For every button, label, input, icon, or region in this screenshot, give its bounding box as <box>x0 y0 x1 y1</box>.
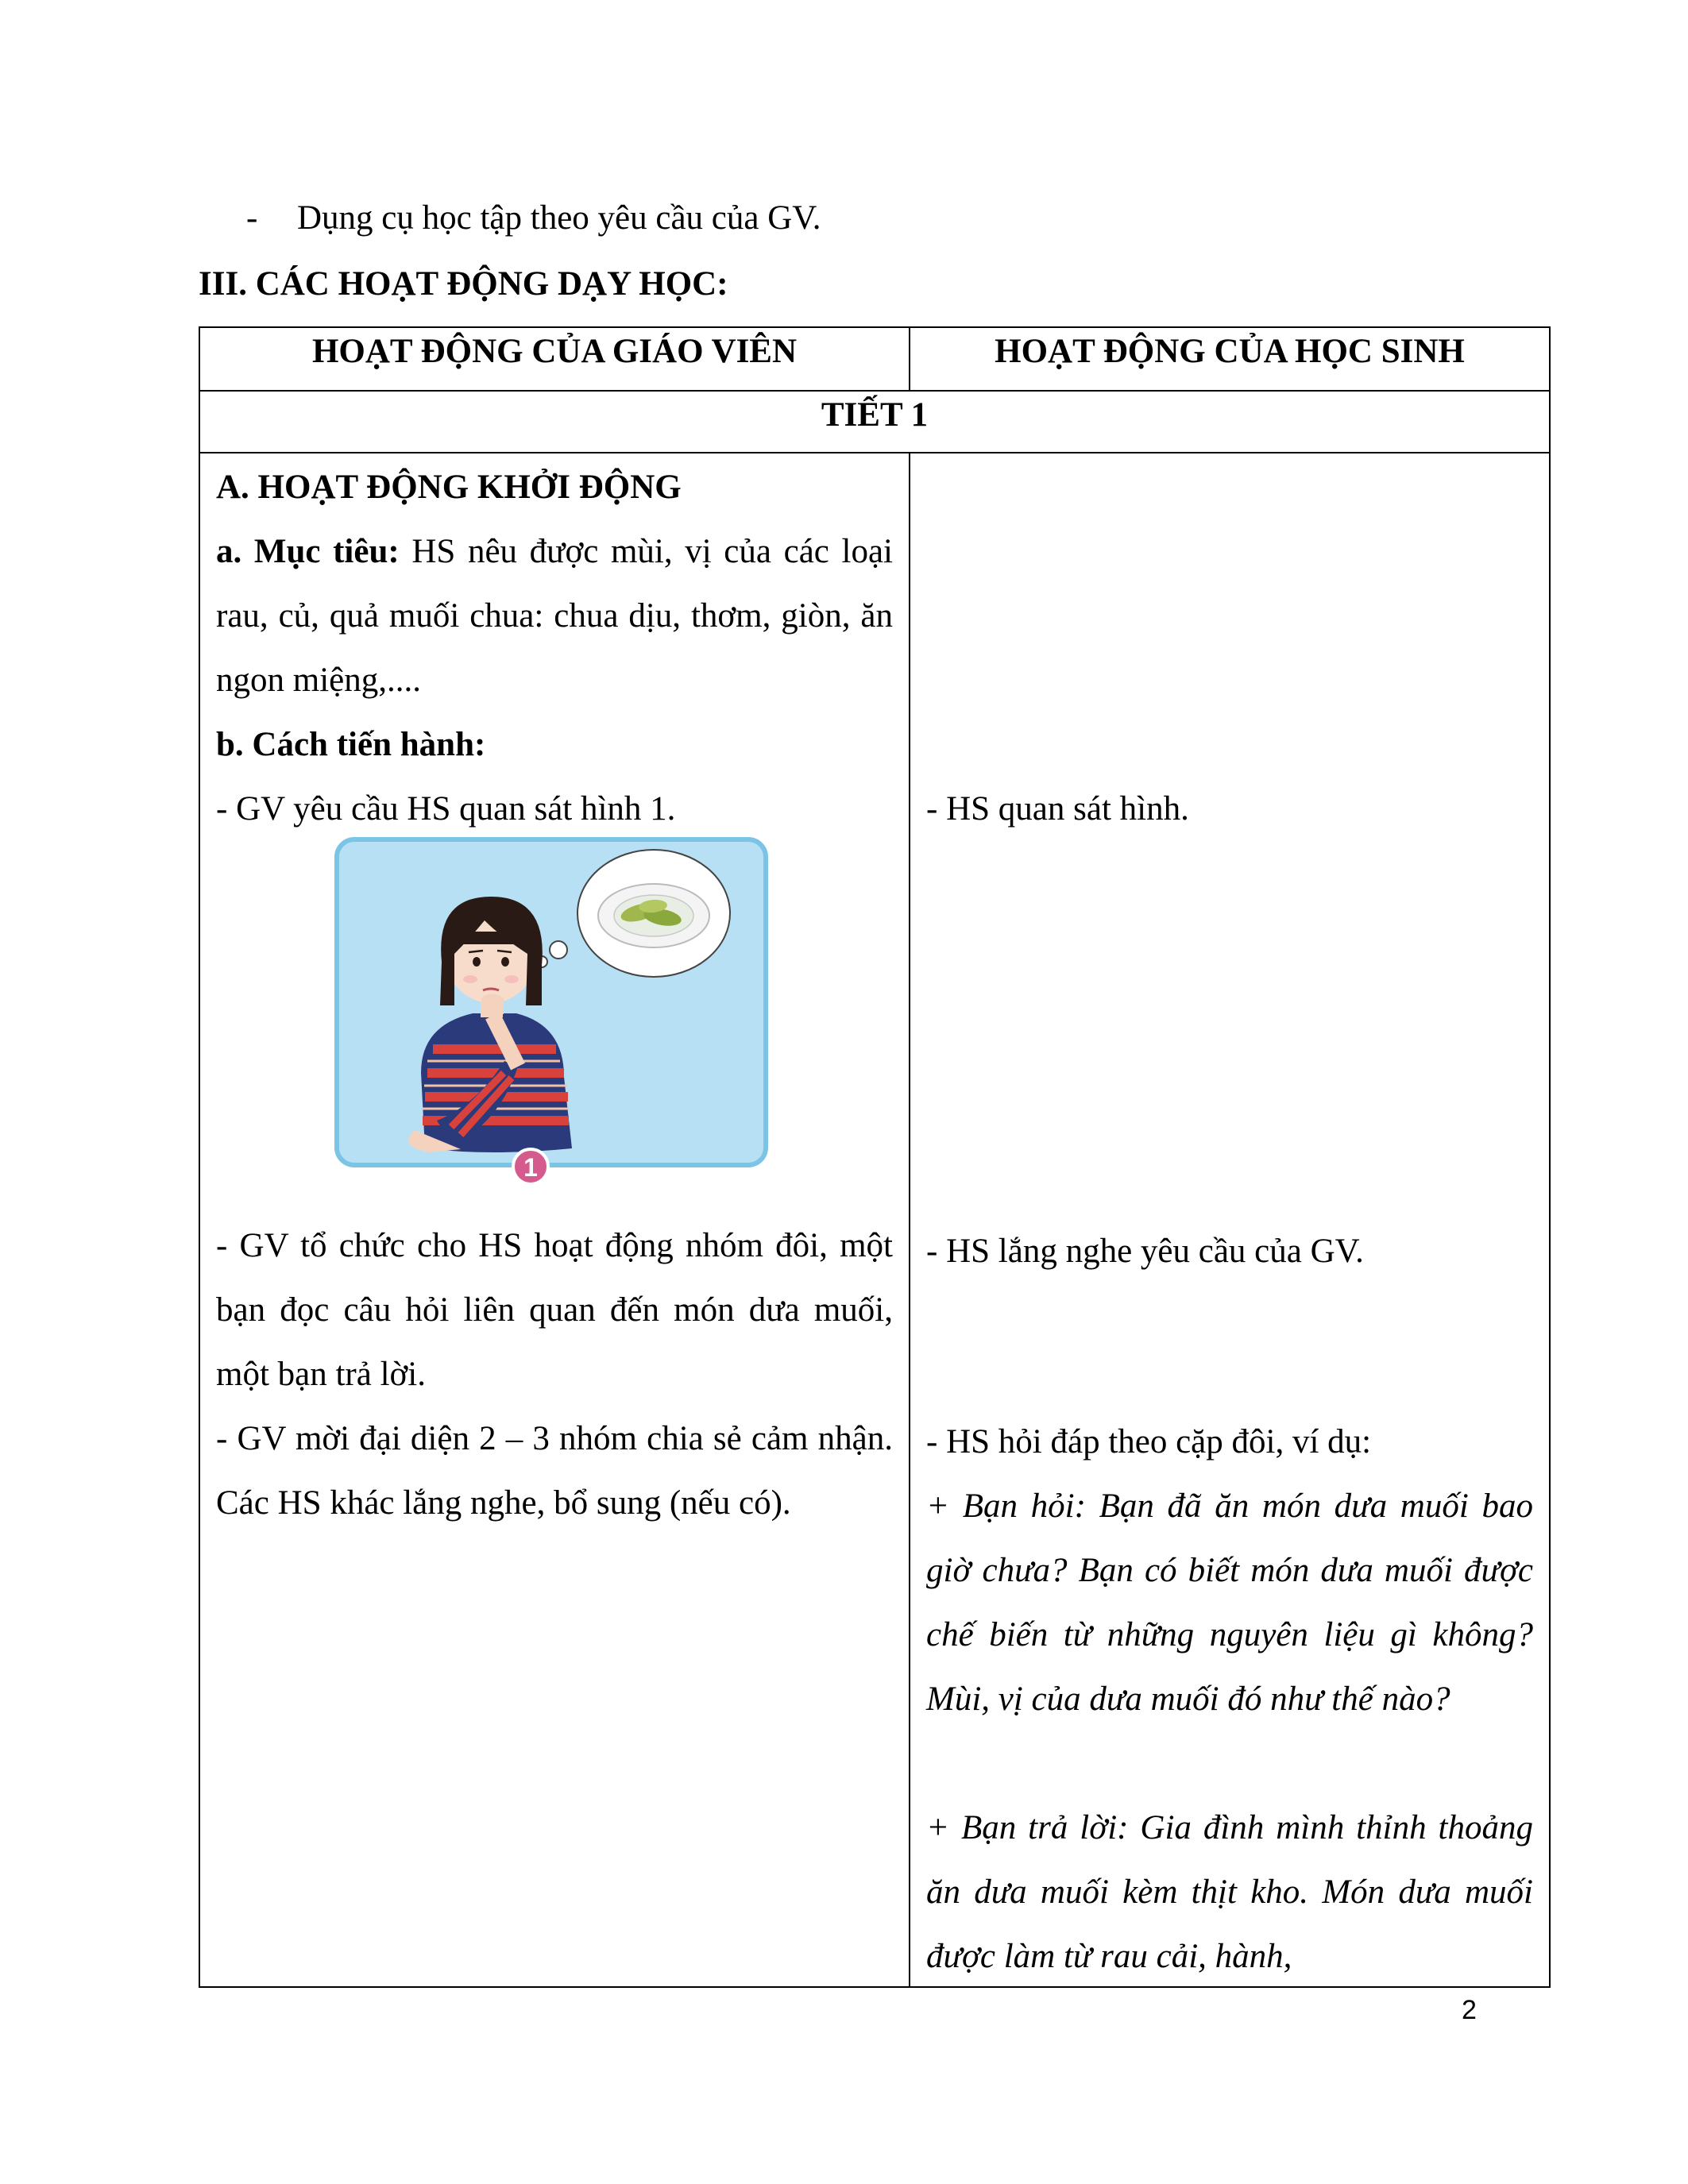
objective-text: HS nêu được mùi, vị của các loại rau, củ, quả muối chua: chua dịu, thơm, giòn, ăn ngon miệng,.... <box>216 533 893 699</box>
student-cell <box>910 453 1550 1987</box>
bullet-dash: - <box>246 199 258 237</box>
student-response-1: - HS quan sát hình. <box>926 790 1189 828</box>
objective-label: a. Mục tiêu: <box>216 533 400 570</box>
student-answer-example: + Bạn trả lời: Gia đình mình thỉnh thoảng ăn dưa muối kèm thịt kho. Món dưa muối được làm từ rau cải, hành, <box>926 1809 1533 1975</box>
section-heading: III. CÁC HOẠT ĐỘNG DẠY HỌC: <box>199 265 728 303</box>
figure-1-illustration <box>334 835 775 1192</box>
page-number: 2 <box>1462 1995 1477 2025</box>
bullet-text: Dụng cụ học tập theo yêu cầu của GV. <box>297 199 821 237</box>
procedure-label: b. Cách tiến hành: <box>216 726 486 763</box>
student-response-3: - HS hỏi đáp theo cặp đôi, ví dụ: <box>926 1423 1372 1461</box>
materials-bullet <box>246 195 821 242</box>
period-row <box>199 391 1550 453</box>
student-question-example: + Bạn hỏi: Bạn đã ăn món dưa muối bao giờ chưa? Bạn có biết món dưa muối được chế biến từ những nguyên liệu gì không? Mùi, vị của dưa muối đó như thế nào? <box>926 1488 1533 1718</box>
student-response-2: - HS lắng nghe yêu cầu của GV. <box>926 1233 1364 1270</box>
teacher-section-title: A. HOẠT ĐỘNG KHỞI ĐỘNG <box>216 469 682 506</box>
header-student: HOẠT ĐỘNG CỦA HỌC SINH <box>910 327 1550 391</box>
teacher-step-3: - GV mời đại diện 2 – 3 nhóm chia sẻ cảm nhận. Các HS khác lắng nghe, bổ sung (nếu có). <box>216 1420 893 1522</box>
period-label: TIẾT 1 <box>199 391 1550 453</box>
content-row <box>199 453 1550 1987</box>
table-header-row <box>199 327 1550 391</box>
lesson-activity-table <box>199 326 1551 1988</box>
teacher-step-1: - GV yêu cầu HS quan sát hình 1. <box>216 790 676 828</box>
teacher-cell <box>199 453 910 1987</box>
girl-thinking-pickles-image <box>334 835 775 1192</box>
figure-number-badge: 1 <box>523 1153 538 1182</box>
objective-paragraph <box>216 519 893 712</box>
header-teacher: HOẠT ĐỘNG CỦA GIÁO VIÊN <box>199 327 910 391</box>
teacher-step-2: - GV tổ chức cho HS hoạt động nhóm đôi, một bạn đọc câu hỏi liên quan đến món dưa muối, một bạn trả lời. <box>216 1227 893 1393</box>
